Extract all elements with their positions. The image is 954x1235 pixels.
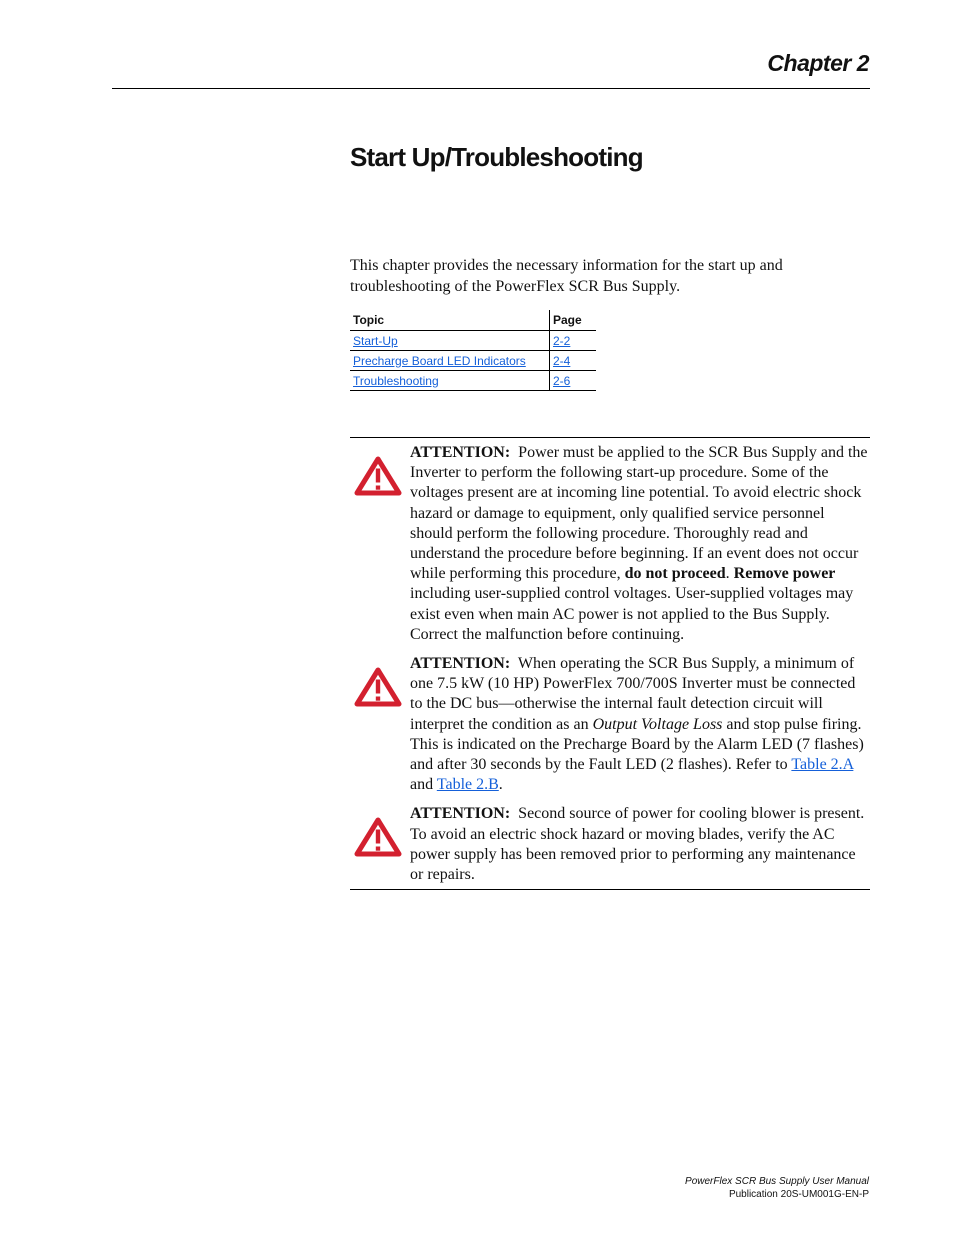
attention-minimum-inverter [350, 654, 870, 795]
attention-emphasis: Remove power [733, 565, 836, 583]
attention-text: Power must be applied to the SCR Bus Supply and the Inverter to perform the following start-up procedure. Some of the voltages present are at incoming line potential. To avoid electric shock hazard or damage to equipment, only qualified service personnel should perform the following procedure. Thoroughly read and understand the procedure before beginning. If an event does not occur while performing this procedure, [410, 444, 868, 583]
attention-cooling-blower [350, 804, 870, 885]
table-2b-link[interactable]: Table 2.B [436, 776, 499, 794]
attention-text: and [410, 776, 437, 794]
attention-block [350, 437, 870, 890]
topic-link-troubleshooting[interactable]: Troubleshooting [353, 373, 439, 388]
attention-text: and stop pulse firing. This is indicated on the Precharge Board by the Alarm LED (7 flashes) and after 30 seconds by the Fault LED (2 flashes). Refer to [410, 715, 864, 774]
attention-lead: ATTENTION: [410, 655, 511, 673]
warning-triangle-icon [354, 455, 402, 497]
warning-triangle-icon [354, 816, 402, 858]
table-row [350, 351, 596, 371]
attention-text: including user-supplied control voltages. User-supplied voltages may exist even when main AC power is not applied to the Bus Supply. Correct the malfunction before continuing. [410, 585, 854, 643]
footer-manual-title: PowerFlex SCR Bus Supply User Manual [685, 1176, 869, 1187]
attention-text: When operating the SCR Bus Supply, a minimum of one 7.5 kW (10 HP) PowerFlex 700/700S Inverter must be connected to the DC bus—otherwise the internal fault detection circuit will interpret the condition as an [410, 655, 856, 733]
chapter-label: Chapter 2 [767, 50, 869, 76]
attention-startup-power [350, 443, 870, 645]
table-2a-link[interactable]: Table 2.A [791, 756, 854, 774]
attention-text: Second source of power for cooling blower is present. To avoid an electric shock hazard or moving blades, verify the AC power supply has been removed prior to performing any maintenance or repairs. [410, 805, 865, 884]
attention-emphasis: do not proceed [624, 565, 726, 583]
table-row [350, 371, 596, 391]
page-link-precharge-led[interactable]: 2-4 [553, 353, 571, 368]
attention-text: . [725, 565, 734, 583]
header-rule [112, 88, 870, 89]
attention-lead: ATTENTION: [410, 444, 511, 461]
footer-publication: Publication 20S-UM001G-EN-P [728, 1189, 869, 1200]
attention-text: . [498, 776, 503, 794]
attention-italic-term: Output Voltage Loss [592, 715, 723, 733]
topic-link-precharge-led[interactable]: Precharge Board LED Indicators [353, 353, 526, 368]
table-row [350, 331, 596, 351]
topic-link-start-up[interactable]: Start-Up [353, 333, 398, 348]
column-header-topic: Topic [350, 310, 550, 331]
page-link-start-up[interactable]: 2-2 [553, 333, 571, 348]
table-header-row [350, 310, 596, 331]
attention-lead: ATTENTION: [410, 805, 511, 823]
page-link-troubleshooting[interactable]: 2-6 [553, 373, 571, 388]
intro-paragraph: This chapter provides the necessary information for the start up and troubleshooting of the PowerFlex SCR Bus Supply. [350, 257, 783, 295]
column-header-page: Page [550, 310, 597, 331]
warning-triangle-icon [354, 666, 402, 708]
page-title: Start Up/Troubleshooting [350, 142, 643, 172]
page-footer [685, 1175, 869, 1201]
topic-table [350, 310, 596, 391]
